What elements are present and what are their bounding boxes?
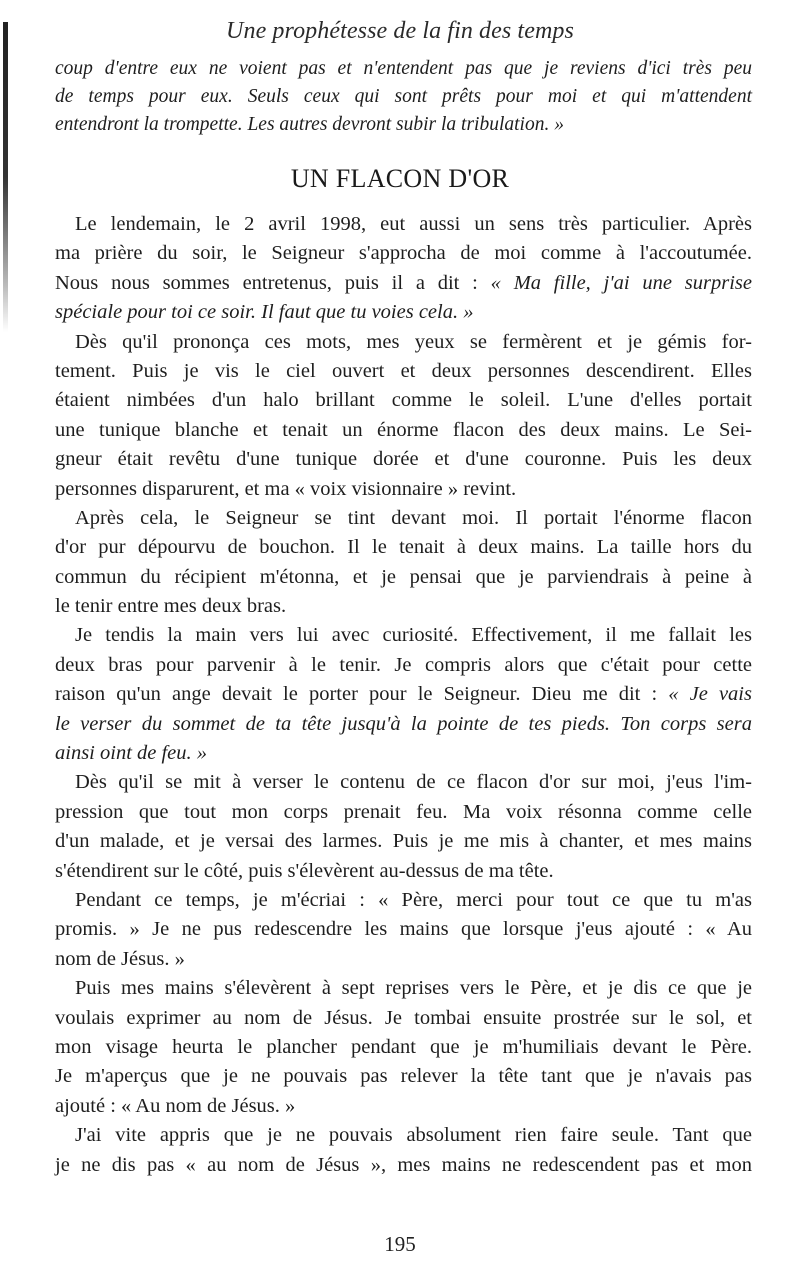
text-segment: Je tendis la main vers lui avec curiosité. Effectivement, il me fallait les — [75, 624, 752, 647]
text-segment: étaient nimbées d'un halo brillant comme le soleil. L'une d'elles portait — [55, 389, 752, 412]
text-segment: commun du récipient m'étonna, et je pensai que je parviendrais à peine à — [55, 565, 752, 588]
text-segment: ma prière du soir, le Seigneur s'approcha de moi comme à l'accoutumée. — [55, 242, 752, 265]
paragraph — [55, 974, 752, 1121]
paragraph — [55, 504, 752, 622]
text-segment: tement. Puis je vis le ciel ouvert et deux personnes descendirent. Elles — [55, 359, 752, 382]
text-line — [55, 945, 752, 974]
text-segment: pression que tout mon corps prenait feu. Ma voix résonna comme celle — [55, 800, 752, 823]
text-segment: voulais exprimer au nom de Jésus. Je tombai ensuite prostrée sur le sol, et — [55, 1006, 752, 1029]
text-line — [55, 416, 752, 445]
text-segment: je ne dis pas « au nom de Jésus », mes mains ne redescendent pas et mon — [55, 1153, 752, 1176]
text-segment: Je m'aperçus que je ne pouvais pas relever la tête tant que je n'avais pas — [55, 1065, 752, 1088]
paragraph — [55, 621, 752, 768]
text-line — [55, 1004, 752, 1033]
text-segment: J'ai vite appris que je ne pouvais absolument rien faire seule. Tant que — [75, 1124, 752, 1147]
text-line — [55, 269, 752, 298]
text-segment: promis. » Je ne pus redescendre les mains que lorsque j'eus ajouté : « Au — [55, 918, 752, 941]
text-line — [55, 915, 752, 944]
text-segment: gneur était revêtu d'une tunique dorée et d'une couronne. Puis les deux — [55, 448, 752, 471]
text-line — [55, 680, 752, 709]
text-line — [55, 328, 752, 357]
text-line — [55, 533, 752, 562]
text-segment: Après cela, le Seigneur se tint devant moi. Il portait l'énorme flacon — [75, 506, 752, 529]
text-segment: Dès qu'il prononça ces mots, mes yeux se fermèrent et je gémis for- — [75, 330, 752, 353]
text-segment: le tenir entre mes deux bras. — [55, 595, 287, 618]
text-line — [55, 1033, 752, 1062]
text-line — [55, 504, 752, 533]
text-segment: d'or pur dépourvu de bouchon. Il le tenait à deux mains. La taille hors du — [55, 536, 752, 559]
text-line — [55, 974, 752, 1003]
text-line — [55, 357, 752, 386]
text-segment: Pendant ce temps, je m'écriai : « Père, merci pour tout ce que tu m'as — [75, 888, 752, 911]
italic-quote-segment: ainsi oint de feu. » — [55, 742, 208, 765]
text-segment: ajouté : « Au nom de Jésus. » — [55, 1094, 296, 1117]
text-line — [55, 886, 752, 915]
text-line — [55, 768, 752, 797]
italic-quote-segment: le verser du sommet de ta tête jusqu'à la pointe de tes pieds. Ton corps sera — [55, 712, 752, 735]
text-segment: s'étendirent sur le côté, puis s'élevèrent au-dessus de ma tête. — [55, 859, 554, 882]
text-line — [55, 592, 752, 621]
text-line — [55, 445, 752, 474]
text-segment: mon visage heurta le plancher pendant que je m'humiliais devant le Père. — [55, 1035, 752, 1058]
text-segment: personnes disparurent, et ma « voix visionnaire » revint. — [55, 477, 517, 500]
text-line — [55, 798, 752, 827]
text-line — [55, 651, 752, 680]
text-segment: raison qu'un ange devait le porter pour le Seigneur. Dieu me dit : — [55, 683, 669, 706]
text-line — [55, 298, 752, 327]
text-line — [55, 1062, 752, 1091]
text-line — [55, 739, 752, 768]
text-line — [55, 1151, 752, 1180]
paragraph — [55, 328, 752, 504]
text-line — [55, 827, 752, 856]
text-line — [55, 239, 752, 268]
section-heading: UN FLACON D'OR — [290, 164, 510, 193]
text-segment: Dès qu'il se mit à verser le contenu de ce flacon d'or sur moi, j'eus l'im- — [75, 771, 752, 794]
text-line — [55, 386, 752, 415]
text-line — [55, 1121, 752, 1150]
paragraph — [55, 1121, 752, 1180]
italic-quote-segment: spéciale pour toi ce soir. Il faut que tu voies cela. » — [55, 301, 474, 324]
text-line — [55, 210, 752, 239]
quote-line: de temps pour eux. Seuls ceux qui sont prêts pour moi et qui m'attendent — [55, 86, 752, 107]
text-segment: Puis mes mains s'élevèrent à sept reprises vers le Père, et je dis ce que je — [75, 977, 752, 1000]
quote-line: entendront la trompette. Les autres devront subir la tribulation. » — [55, 114, 564, 135]
text-segment: deux bras pour parvenir à le tenir. Je compris alors que c'était pour cette — [55, 653, 752, 676]
text-line — [55, 710, 752, 739]
page-number: 195 — [384, 1232, 416, 1256]
text-line — [55, 857, 752, 886]
body-text — [55, 210, 752, 1180]
italic-quote-segment: « Je vais — [668, 683, 752, 706]
paragraph — [55, 768, 752, 886]
text-line — [55, 621, 752, 650]
text-segment: d'un malade, et je versai des larmes. Puis je me mis à chanter, et mes mains — [55, 830, 752, 853]
text-segment: une tunique blanche et tenait un énorme flacon des deux mains. Le Sei- — [55, 418, 752, 441]
text-segment: Nous nous sommes entretenus, puis il a dit : — [55, 271, 491, 294]
text-segment: nom de Jésus. » — [55, 947, 185, 970]
quote-line: coup d'entre eux ne voient pas et n'entendent pas que je reviens d'ici très peu — [55, 58, 752, 79]
text-segment: Le lendemain, le 2 avril 1998, eut aussi un sens très particulier. Après — [75, 213, 752, 235]
text-line — [55, 475, 752, 504]
running-head: Une prophétesse de la fin des temps — [226, 18, 574, 44]
continued-quote — [55, 55, 752, 139]
paragraph — [55, 210, 752, 328]
text-line — [55, 563, 752, 592]
text-line — [55, 1092, 752, 1121]
paragraph — [55, 886, 752, 974]
italic-quote-segment: « Ma fille, j'ai une surprise — [490, 271, 752, 294]
